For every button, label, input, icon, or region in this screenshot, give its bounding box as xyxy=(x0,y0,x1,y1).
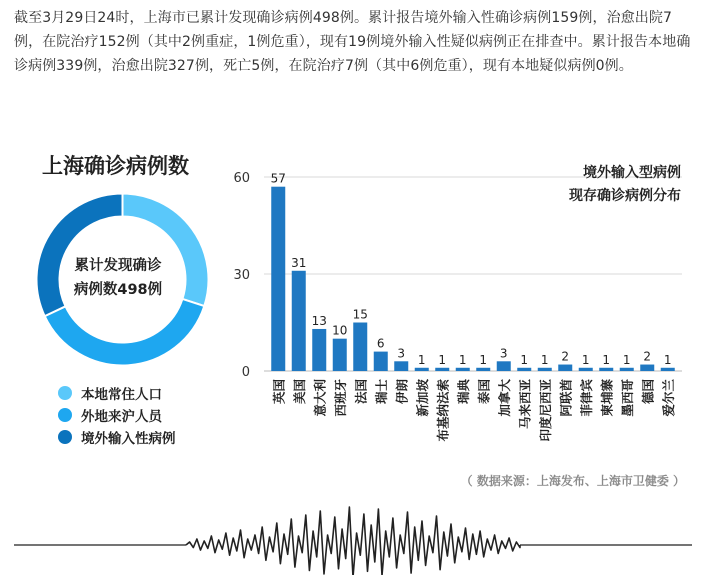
bar-4 xyxy=(333,339,347,371)
donut-center-label xyxy=(58,254,178,302)
x-tick-label-18: 墨西哥 xyxy=(619,379,635,417)
x-tick-label-4: 西班牙 xyxy=(332,379,348,417)
bar-6 xyxy=(374,352,388,371)
bar-value-label-4: 10 xyxy=(332,323,348,338)
bar-value-label-1: 57 xyxy=(270,171,286,186)
x-tick-label-14: 印度尼西亚 xyxy=(537,379,553,442)
bar-14 xyxy=(538,368,552,371)
y-tick-label-60: 60 xyxy=(233,171,250,186)
x-tick-label-10: 瑞典 xyxy=(455,379,471,405)
bar-value-label-15: 2 xyxy=(561,349,570,364)
x-tick-label-7: 伊朗 xyxy=(394,379,410,405)
x-tick-label-5: 法国 xyxy=(353,379,369,405)
x-tick-label-12: 加拿大 xyxy=(496,379,512,417)
bar-chart-title xyxy=(569,162,681,208)
bar-18 xyxy=(620,368,634,371)
bar-8 xyxy=(415,368,429,371)
bar-9 xyxy=(435,368,449,371)
bar-value-label-2: 31 xyxy=(291,255,307,270)
legend-swatch-local xyxy=(58,386,72,400)
legend-label-local: 本地常住人口 xyxy=(81,387,162,403)
bar-19 xyxy=(640,365,654,371)
donut-chart-title: 上海确诊病例数 xyxy=(42,154,189,178)
donut-slice-nonlocal xyxy=(45,299,205,366)
bar-value-label-17: 1 xyxy=(602,352,611,367)
bar-value-label-3: 13 xyxy=(311,313,327,328)
bar-value-label-9: 1 xyxy=(438,352,447,367)
x-tick-label-20: 爱尔兰 xyxy=(660,379,676,417)
bar-13 xyxy=(517,368,531,371)
bar-value-label-20: 1 xyxy=(663,352,672,367)
donut-center-line-2: 病例数498例 xyxy=(73,282,163,298)
x-tick-label-13: 马来西亚 xyxy=(517,379,533,430)
y-tick-label-30: 30 xyxy=(233,268,250,283)
bar-11 xyxy=(476,368,490,371)
bar-value-label-8: 1 xyxy=(417,352,426,367)
bar-chart-bars xyxy=(271,187,675,371)
x-tick-label-17: 柬埔寨 xyxy=(599,379,615,417)
bar-17 xyxy=(599,368,613,371)
bar-16 xyxy=(579,368,593,371)
legend-swatch-imported xyxy=(58,430,72,444)
bar-1 xyxy=(271,187,285,371)
bar-chart-y-ticks xyxy=(233,171,250,380)
bar-value-label-12: 3 xyxy=(499,346,508,361)
bar-7 xyxy=(394,361,408,371)
bar-12 xyxy=(497,361,511,371)
legend-label-nonlocal: 外地来沪人员 xyxy=(81,409,162,425)
bar-3 xyxy=(312,329,326,371)
legend-item-local xyxy=(58,382,176,404)
x-tick-label-2: 美国 xyxy=(291,379,307,405)
x-tick-label-8: 新加坡 xyxy=(414,379,430,417)
donut-legend xyxy=(58,382,176,448)
donut-center-line-1: 累计发现确诊 xyxy=(74,258,162,274)
bar-value-label-7: 3 xyxy=(397,346,406,361)
x-tick-label-15: 阿联酋 xyxy=(558,379,574,417)
bar-15 xyxy=(558,365,572,371)
x-tick-label-19: 德国 xyxy=(640,379,656,405)
bar-value-label-6: 6 xyxy=(376,336,385,351)
source-note: （ 数据来源：上海发布、上海市卫健委 ） xyxy=(460,474,685,488)
x-tick-label-11: 泰国 xyxy=(476,379,492,405)
legend-label-imported: 境外输入性病例 xyxy=(81,431,176,447)
x-tick-label-6: 瑞士 xyxy=(373,379,389,405)
bar-value-label-14: 1 xyxy=(540,352,549,367)
x-tick-label-1: 英国 xyxy=(271,379,287,405)
waveform-divider xyxy=(14,505,692,575)
y-tick-label-0: 0 xyxy=(241,365,250,380)
bar-value-label-19: 2 xyxy=(643,349,652,364)
bar-value-label-13: 1 xyxy=(520,352,529,367)
bar-value-label-10: 1 xyxy=(458,352,467,367)
intro-paragraph: 截至3月29日24时，上海市已累计发现确诊病例498例。累计报告境外输入性确诊病例159例，治愈出院7例，在院治疗152例（其中2例重症，1例危重），现有19例境外输入性疑似病例正在排查中。累计报告本地确诊病例339例，治愈出院327例，死亡5例，在院治疗7例（其中6例危重），现有本地疑似病例0例。 xyxy=(14,10,691,74)
legend-item-imported xyxy=(58,426,176,448)
bar-chart-title-line-1: 境外输入型病例 xyxy=(583,165,681,181)
x-tick-label-9: 布基纳法索 xyxy=(435,379,451,442)
bar-20 xyxy=(661,368,675,371)
legend-item-nonlocal xyxy=(58,404,176,426)
bar-value-label-5: 15 xyxy=(352,307,368,322)
bar-value-label-11: 1 xyxy=(479,352,488,367)
bar-chart-x-ticks xyxy=(271,378,676,442)
bar-value-label-16: 1 xyxy=(581,352,590,367)
bar-10 xyxy=(456,368,470,371)
x-tick-label-16: 菲律宾 xyxy=(578,379,594,417)
waveform-icon xyxy=(186,507,520,575)
bar-5 xyxy=(353,323,367,372)
bar-value-label-18: 1 xyxy=(622,352,631,367)
bar-chart-title-line-2: 现存确诊病例分布 xyxy=(569,188,681,204)
legend-swatch-nonlocal xyxy=(58,408,72,422)
x-tick-label-3: 意大利 xyxy=(312,379,328,417)
bar-2 xyxy=(292,271,306,371)
